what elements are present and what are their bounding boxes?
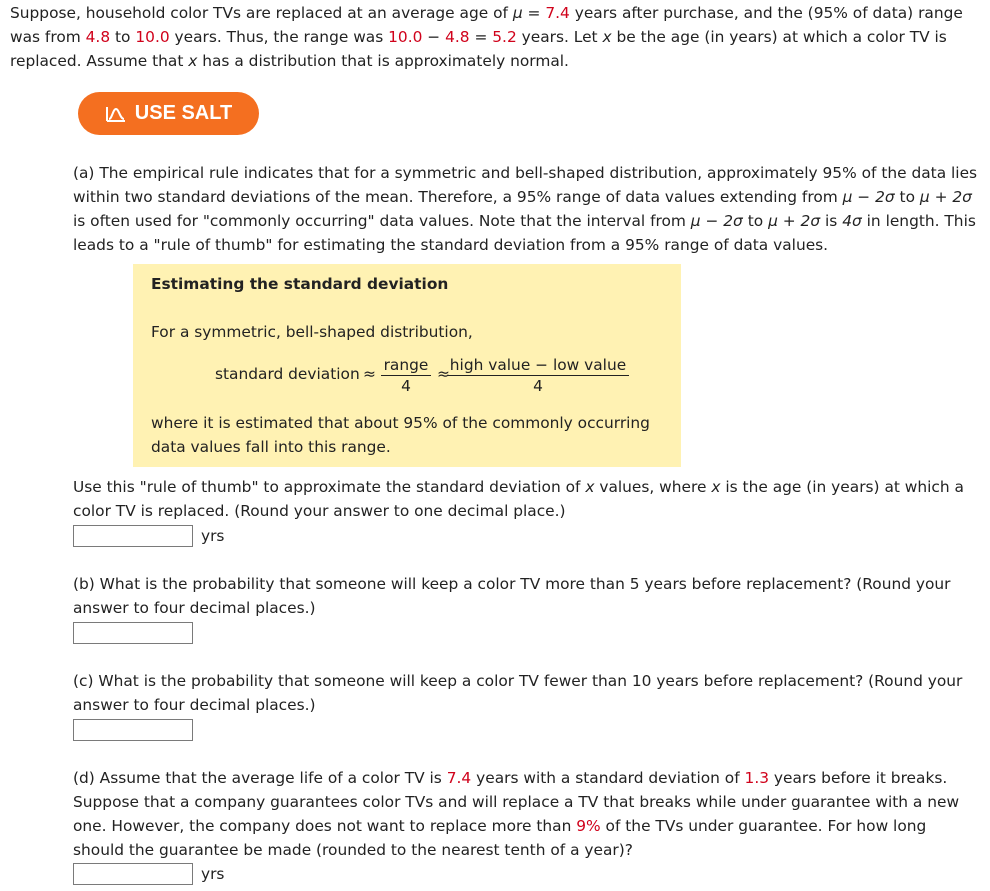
part-d-unit: yrs [201,865,225,883]
high-low-fraction: high value − low value 4 [447,355,629,396]
box-title: Estimating the standard deviation [151,275,449,293]
avg-life-value: 7.4 [446,769,472,787]
part-a-text: (a) The empirical rule indicates that for a symmetric and bell-shaped distribution, approximately 95% of the data lies within two standard deviations of the mean. Therefore, a 95% range of data values extending from μ − 2σ to μ + 2σ is often used for "commonly occurring" data values. Note that the interval from μ − 2σ to μ + 2σ is 4σ in length. This leads to a "rule of thumb" for estimating the standard deviation from a 95% range of data values. [73,164,978,254]
use-salt-button[interactable] [78,92,259,135]
part-b-question: (b) What is the probability that someone will keep a color TV more than 5 years before replacement? (Round your answer to four decimal places.) [73,575,951,617]
salt-chart-icon [105,105,127,123]
part-b-answer-input[interactable] [73,622,193,644]
formula-label: standard deviation [215,365,360,383]
part-c-answer-input[interactable] [73,719,193,741]
part-d-answer-input[interactable] [73,863,193,885]
part-a-question: Use this "rule of thumb" to approximate the standard deviation of x values, where x is the age (in years) at which a color TV is replaced. (Round your answer to one decimal place.) [73,478,964,520]
low-value: 4.8 [85,28,111,46]
std-dev-value: 1.3 [744,769,770,787]
part-d-question: (d) Assume that the average life of a color TV is 7.4 years with a standard deviation of 1.3 years before it breaks. Suppose that a company guarantees color TVs and will replace a TV that breaks while under guarantee with a new one. However, the company does not want to replace more than 9% of the TVs under guarantee. For how long should the guarantee be made (rounded to the nearest tenth of a year)? [73,769,960,859]
part-a-unit: yrs [201,527,225,545]
box-intro: For a symmetric, bell-shaped distribution, [151,323,473,341]
range-value: 5.2 [492,28,517,46]
range-fraction: range 4 [381,355,431,396]
mean-value: 7.4 [545,4,570,22]
high-value: 10.0 [135,28,170,46]
approx-symbol: ≈ [437,365,450,383]
part-c-question: (c) What is the probability that someone will keep a color TV fewer than 10 years before replacement? (Round your answer to four decimal places.) [73,672,963,714]
use-salt-label: USE SALT [134,102,233,124]
rule-of-thumb-box [133,264,681,467]
problem-intro: Suppose, household color TVs are replaced at an average age of μ = 7.4 years after purchase, and the (95% of data) range was from 4.8 to 10.0 years. Thus, the range was 10.0 − 4.8 = 5.2 years. Let x be the age (in years) at which a color TV is replaced. Assume that x has a distribution that is approximately normal. [10,4,963,70]
replace-percent: 9% [576,817,601,835]
box-note: where it is estimated that about 95% of the commonly occurring data values fall into this range. [151,414,650,456]
part-a-answer-input[interactable] [73,525,193,547]
approx-symbol: ≈ [363,365,376,383]
